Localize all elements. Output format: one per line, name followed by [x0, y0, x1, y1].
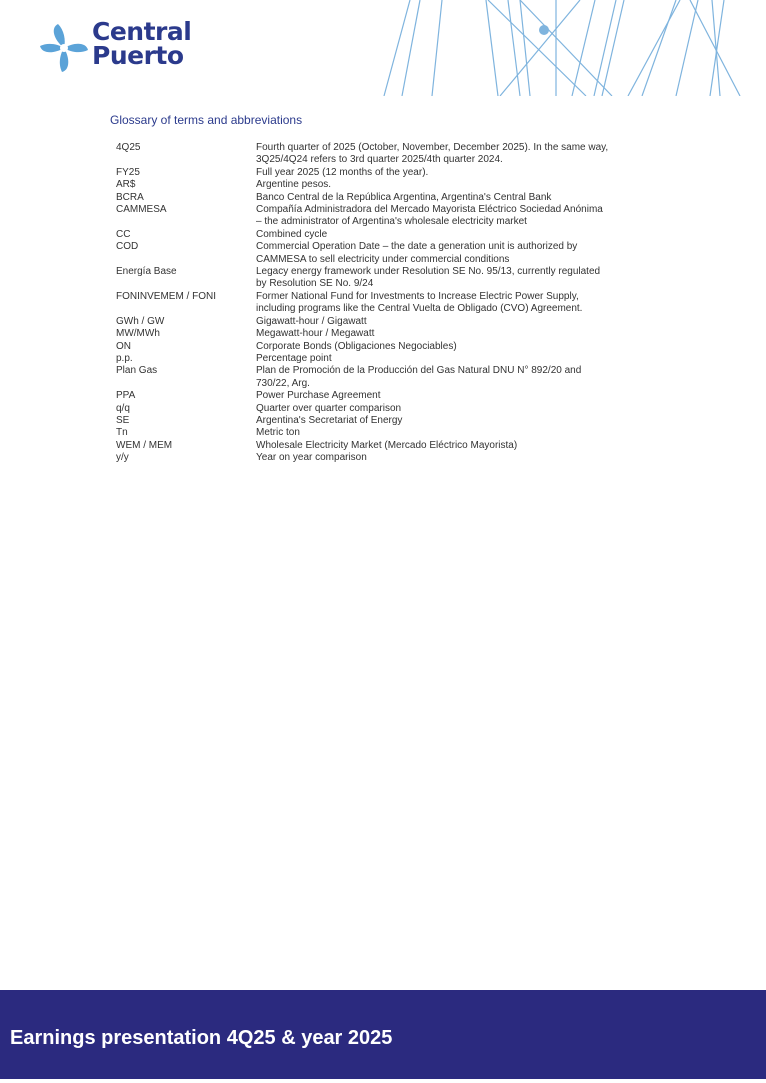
glossary-row	[116, 179, 661, 191]
glossary-row	[116, 167, 661, 179]
glossary-title: Glossary of terms and abbreviations	[110, 113, 303, 127]
glossary-definition	[256, 440, 661, 452]
glossary-term: AR$	[116, 179, 136, 191]
glossary-term: FONINVEMEM / FONI	[116, 290, 216, 302]
glossary-row	[116, 142, 661, 167]
glossary-definition	[256, 452, 661, 464]
glossary-definition	[256, 353, 661, 365]
glossary-table	[116, 142, 661, 465]
glossary-definition	[256, 403, 661, 415]
glossary-definition	[256, 328, 661, 340]
glossary-row	[116, 440, 661, 452]
definition-line: Commercial Operation Date – the date a generation unit is authorized by	[256, 241, 578, 253]
definition-line: Corporate Bonds (Obligaciones Negociables)	[256, 340, 457, 352]
footer-banner	[0, 990, 766, 1079]
logo-wordmark	[92, 17, 192, 70]
glossary-definition	[256, 365, 661, 390]
glossary-definition	[256, 179, 661, 191]
definition-line: Metric ton	[256, 427, 300, 439]
glossary-row	[116, 266, 661, 291]
glossary-row	[116, 427, 661, 439]
definition-line: Percentage point	[256, 352, 332, 364]
glossary-definition	[256, 390, 661, 402]
glossary-row	[116, 204, 661, 229]
glossary-term: FY25	[116, 166, 140, 178]
definition-line: Plan de Promoción de la Producción del Gas Natural DNU N° 892/20 and	[256, 365, 582, 377]
definition-line: Compañía Administradora del Mercado Mayorista Eléctrico Sociedad Anónima	[256, 204, 603, 216]
glossary-term: q/q	[116, 402, 130, 414]
glossary-term: y/y	[116, 452, 129, 464]
glossary-term: 4Q25	[116, 142, 141, 153]
glossary-row	[116, 365, 661, 390]
glossary-definition	[256, 291, 661, 316]
glossary-row	[116, 341, 661, 353]
glossary-definition	[256, 167, 661, 179]
definition-line: – the administrator of Argentina's wholesale electricity market	[256, 216, 527, 228]
glossary-row	[116, 316, 661, 328]
footer-title: Earnings presentation 4Q25 & year 2025	[10, 1027, 393, 1049]
definition-line: Power Purchase Agreement	[256, 390, 381, 402]
definition-line: Former National Fund for Investments to Increase Electric Power Supply,	[256, 290, 579, 302]
glossary-term: MW/MWh	[116, 328, 160, 340]
glossary-row	[116, 390, 661, 402]
definition-line: Combined cycle	[256, 228, 328, 240]
glossary-term: COD	[116, 241, 139, 253]
definition-line: Argentine pesos.	[256, 179, 332, 191]
glossary-row	[116, 415, 661, 427]
central-puerto-logo	[36, 18, 206, 80]
definition-line: Full year 2025 (12 months of the year).	[256, 166, 429, 178]
glossary-definition	[256, 266, 661, 291]
glossary-term: Tn	[116, 427, 128, 439]
definition-line: CAMMESA to sell electricity under commercial conditions	[256, 253, 510, 265]
glossary-definition	[256, 204, 661, 229]
definition-line: Banco Central de la República Argentina, Argentina's Central Bank	[256, 191, 552, 203]
definition-line: Gigawatt-hour / Gigawatt	[256, 315, 367, 327]
definition-line: 730/22, Arg.	[256, 377, 310, 389]
glossary-definition	[256, 341, 661, 353]
glossary-term: SE	[116, 414, 130, 426]
logo-line-central: Central	[92, 17, 192, 46]
glossary-row	[116, 291, 661, 316]
definition-line: Legacy energy framework under Resolution SE No. 95/13, currently regulated	[256, 266, 601, 278]
definition-line: Wholesale Electricity Market (Mercado Eléctrico Mayorista)	[256, 439, 518, 451]
definition-line: Argentina's Secretariat of Energy	[256, 414, 403, 426]
glossary-row	[116, 229, 661, 241]
glossary-definition	[256, 229, 661, 241]
glossary-term: GWh / GW	[116, 315, 165, 327]
header-decorative-lines	[380, 0, 766, 96]
glossary-definition	[256, 142, 661, 167]
definition-line: 3Q25/4Q24 refers to 3rd quarter 2025/4th quarter 2024.	[256, 154, 503, 166]
glossary-definition	[256, 316, 661, 328]
glossary-definition	[256, 427, 661, 439]
glossary-term: Energía Base	[116, 266, 177, 278]
glossary-term: Plan Gas	[116, 365, 158, 377]
logo-line-puerto: Puerto	[92, 41, 184, 70]
glossary-term: ON	[116, 340, 131, 352]
glossary-row	[116, 192, 661, 204]
glossary-term: p.p.	[116, 352, 133, 364]
definition-line: Megawatt-hour / Megawatt	[256, 328, 375, 340]
glossary-definition	[256, 241, 661, 266]
glossary-row	[116, 353, 661, 365]
glossary-definition	[256, 192, 661, 204]
definition-line: Fourth quarter of 2025 (October, November, December 2025). In the same way,	[256, 142, 609, 153]
glossary-row	[116, 403, 661, 415]
glossary-row	[116, 241, 661, 266]
glossary-term: CAMMESA	[116, 204, 167, 216]
glossary-row	[116, 452, 661, 464]
definition-line: by Resolution SE No. 9/24	[256, 278, 374, 290]
glossary-definition	[256, 415, 661, 427]
turbine-logo-icon	[36, 20, 92, 76]
glossary-term: WEM / MEM	[116, 439, 173, 451]
glossary-term: PPA	[116, 390, 136, 402]
definition-line: Year on year comparison	[256, 452, 367, 464]
definition-line: including programs like the Central Vuelta de Obligado (CVO) Agreement.	[256, 303, 583, 315]
glossary-row	[116, 328, 661, 340]
glossary-term: CC	[116, 228, 131, 240]
glossary-term: BCRA	[116, 191, 144, 203]
definition-line: Quarter over quarter comparison	[256, 402, 402, 414]
